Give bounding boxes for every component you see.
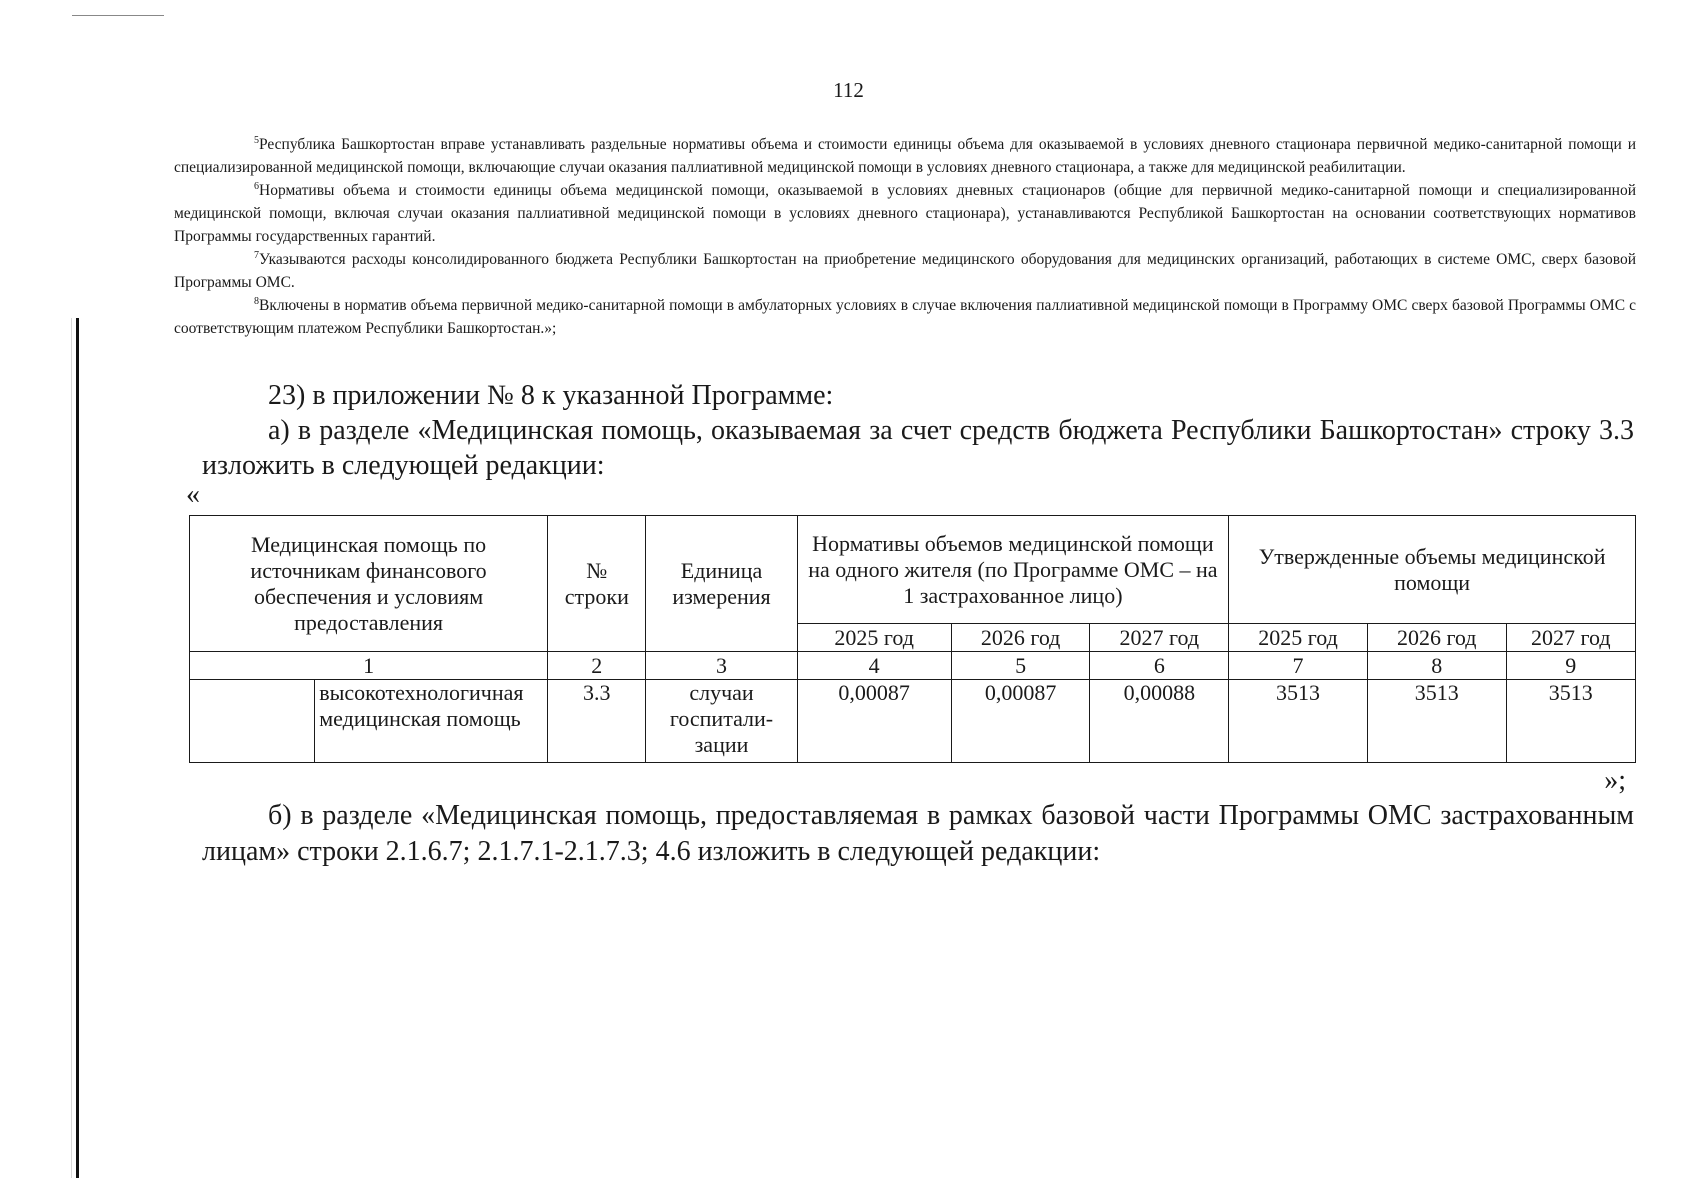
footnote-6	[174, 179, 1636, 248]
footnote-8	[174, 294, 1636, 340]
footnote-text: Нормативы объема и стоимости единицы объема медицинской помощи, оказываемой в условиях дневных стационаров (общие для первичной медико-санитарной помощи и специализированной медицинской помощи, включая случаи оказания паллиативной медицинской помощи в условиях дневного стационара), устанавливаются Республикой Башкортостан на основании соответствующих нормативов Программы государственных гарантий.	[174, 182, 1636, 245]
header-year: 2027 год	[1090, 624, 1229, 652]
item-a: а) в разделе «Медицинская помощь, оказываемая за счет средств бюджета Республики Башкортостан» строку 3.3 изложить в следующей редакции:	[202, 415, 1634, 481]
header-medical-care: Медицинская помощь по источникам финансового обеспечения и условиям предоставления	[190, 516, 548, 652]
medical-care-volume-table	[189, 515, 1636, 763]
item-23: 23) в приложении № 8 к указанной Программе:	[268, 380, 834, 411]
header-year: 2027 год	[1506, 624, 1635, 652]
table-header-row	[190, 516, 1636, 624]
column-number: 3	[646, 652, 797, 680]
column-number: 4	[797, 652, 951, 680]
header-year: 2026 год	[951, 624, 1090, 652]
cell-volume-2026: 3513	[1367, 680, 1506, 763]
cell-norm-2025: 0,00087	[797, 680, 951, 763]
footnote-5	[174, 133, 1636, 179]
column-number: 7	[1229, 652, 1368, 680]
footnotes	[174, 133, 1636, 340]
cell-norm-2026: 0,00087	[951, 680, 1090, 763]
header-approved-volumes-group: Утвержденные объемы медицинской помощи	[1229, 516, 1636, 624]
table-column-number-row	[190, 652, 1636, 680]
cell-unit: случаи госпитали-зации	[646, 680, 797, 763]
footnote-mark: 6	[254, 181, 259, 192]
header-line-number: № строки	[548, 516, 646, 652]
column-number: 2	[548, 652, 646, 680]
header-year: 2025 год	[1229, 624, 1368, 652]
table-row	[190, 680, 1636, 763]
footnote-text: Указываются расходы консолидированного бюджета Республики Башкортостан на приобретение медицинского оборудования для медицинских организаций, работающих в системе ОМС, сверх базовой Программы ОМС.	[174, 251, 1636, 291]
closing-quote: »;	[1604, 765, 1626, 796]
header-year: 2025 год	[797, 624, 951, 652]
footnote-text: Республика Башкортостан вправе устанавливать раздельные нормативы объема и стоимости единицы объема для оказываемой в условиях дневного стационара первичной медико-санитарной помощи и специализированной медицинской помощи, включающие случаи оказания паллиативной медицинской помощи в условиях дневного стационара, а также для медицинской реабилитации.	[174, 136, 1636, 176]
footnote-mark: 7	[254, 250, 259, 261]
cell-line-number: 3.3	[548, 680, 646, 763]
header-unit: Единица измерения	[646, 516, 797, 652]
footnote-7	[174, 248, 1636, 294]
cell-care-type: высокотехнологичная медицинская помощь	[315, 680, 548, 763]
column-number: 9	[1506, 652, 1635, 680]
empty-cell	[190, 680, 315, 763]
cell-volume-2025: 3513	[1229, 680, 1368, 763]
cell-volume-2027: 3513	[1506, 680, 1635, 763]
amendment-text	[202, 378, 1634, 483]
column-number: 1	[190, 652, 548, 680]
scan-edge-line	[72, 15, 164, 16]
opening-quote: «	[186, 479, 200, 510]
amendment-text-b	[202, 798, 1634, 870]
column-number: 8	[1367, 652, 1506, 680]
item-b: б) в разделе «Медицинская помощь, предоставляемая в рамках базовой части Программы ОМС застрахованным лицам» строки 2.1.6.7; 2.1.7.1-2.1.7.3; 4.6 изложить в следующей редакции:	[202, 800, 1634, 867]
header-norms-group: Нормативы объемов медицинской помощи на одного жителя (по Программе ОМС – на 1 застрахованное лицо)	[797, 516, 1229, 624]
footnote-mark: 8	[254, 296, 259, 307]
page-number: 112	[833, 78, 864, 102]
header-year: 2026 год	[1367, 624, 1506, 652]
footnote-text: Включены в норматив объема первичной медико-санитарной помощи в амбулаторных условиях в случае включения паллиативной медицинской помощи в Программу ОМС сверх базовой Программы ОМС с соответствующим платежом Республики Башкортостан.»;	[174, 297, 1636, 337]
footnote-mark: 5	[254, 135, 259, 146]
scan-binding-edge	[71, 318, 79, 1178]
column-number: 6	[1090, 652, 1229, 680]
column-number: 5	[951, 652, 1090, 680]
cell-norm-2027: 0,00088	[1090, 680, 1229, 763]
